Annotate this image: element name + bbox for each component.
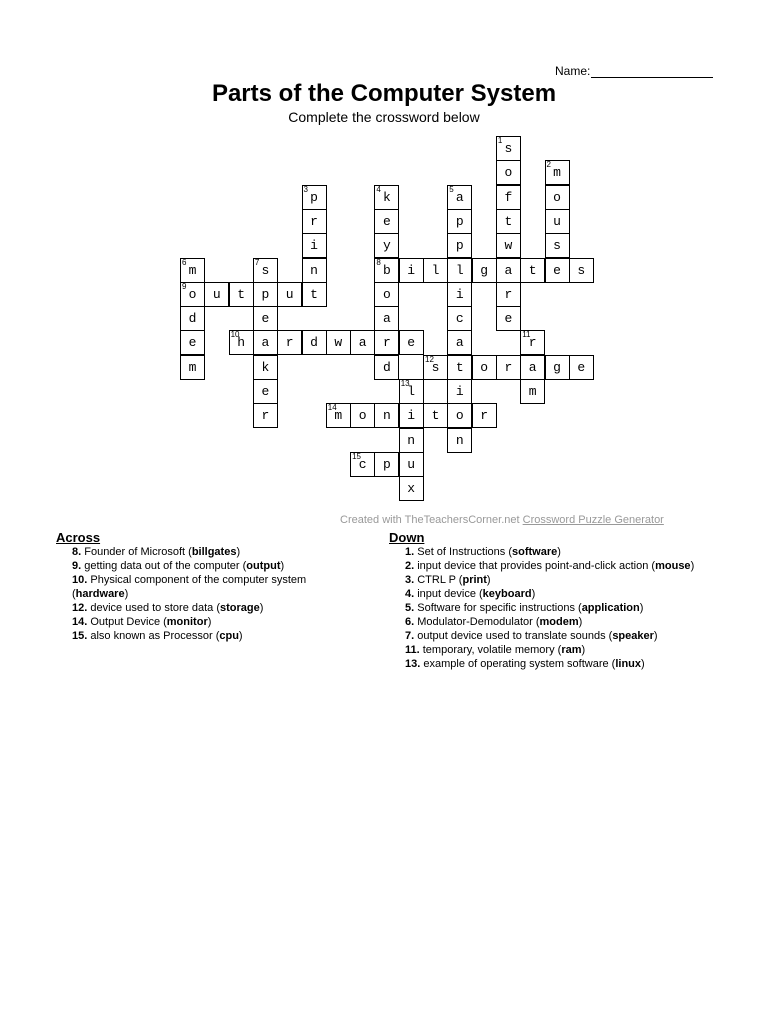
grid-cell[interactable] [253, 330, 278, 355]
cell-letter: x [407, 481, 416, 497]
clue-answer: software [512, 546, 558, 558]
cell-letter: u [553, 213, 561, 229]
cell-letter: a [455, 335, 464, 351]
cell-letter: r [528, 335, 537, 351]
cell-letter: e [407, 335, 416, 351]
cell-letter: r [480, 408, 488, 424]
clue-number: 1. [405, 546, 418, 558]
cell-letter: a [528, 359, 537, 375]
grid-cell[interactable] [374, 233, 399, 258]
clue-close: ) [238, 630, 243, 642]
cell-letter: s [577, 262, 586, 278]
cell-number: 8 [376, 257, 381, 267]
cell-letter: o [504, 165, 513, 181]
cell-letter: g [553, 359, 561, 375]
clue-text: also known as Processor ( [90, 630, 220, 642]
cell-letter: o [480, 359, 488, 375]
grid-cell[interactable] [180, 282, 205, 307]
clue-number: 14. [72, 616, 91, 628]
cell-letter: i [310, 238, 318, 254]
cell-number: 11 [522, 330, 531, 340]
cell-letter: f [504, 189, 513, 205]
grid-cell[interactable] [399, 330, 424, 355]
cell-letter: m [553, 165, 561, 181]
grid-cell[interactable] [302, 282, 327, 307]
cell-letter: t [310, 286, 318, 302]
across-clues [56, 530, 356, 643]
clue-item [389, 573, 709, 587]
grid-cell[interactable] [447, 403, 472, 428]
cell-letter: m [188, 359, 197, 375]
credit-text: Created with TheTeachersCorner.net [340, 514, 523, 526]
grid-cell[interactable] [180, 306, 205, 331]
grid-cell[interactable] [545, 185, 570, 210]
cell-letter: o [382, 286, 391, 302]
clue-number: 7. [405, 630, 418, 642]
grid-cell[interactable] [447, 209, 472, 234]
grid-cell[interactable] [447, 428, 472, 453]
cell-letter: o [455, 408, 464, 424]
cell-letter: n [455, 432, 464, 448]
grid-cell[interactable] [374, 185, 399, 210]
grid-cell[interactable] [302, 185, 327, 210]
grid-cell[interactable] [277, 330, 302, 355]
grid-cell[interactable] [496, 306, 521, 331]
grid-cell[interactable] [302, 209, 327, 234]
cell-letter: l [455, 262, 464, 278]
grid-cell[interactable] [374, 282, 399, 307]
clue-close: ) [124, 588, 129, 600]
grid-cell[interactable] [350, 452, 375, 477]
clue-answer: hardware [75, 588, 125, 600]
grid-cell[interactable] [374, 330, 399, 355]
grid-cell[interactable] [447, 233, 472, 258]
cell-number: 10 [230, 330, 240, 340]
clue-item [389, 643, 709, 657]
cell-letter: l [407, 384, 416, 399]
grid-cell[interactable] [253, 403, 278, 428]
clue-close: ) [531, 588, 536, 600]
clue-item [389, 545, 709, 559]
cell-number: 13 [400, 379, 410, 388]
cell-letter: d [310, 335, 318, 351]
cell-number: 14 [327, 403, 337, 413]
clue-number: 8. [72, 546, 85, 558]
grid-cell[interactable] [569, 355, 594, 380]
cell-letter: m [334, 408, 343, 424]
cell-letter: p [455, 213, 464, 229]
cell-letter: e [553, 262, 561, 278]
cell-letter: m [528, 384, 537, 399]
cell-letter: d [382, 359, 391, 375]
clue-item [389, 629, 709, 643]
cell-letter: r [285, 335, 294, 351]
cell-letter: t [528, 262, 537, 278]
clue-item [56, 545, 356, 559]
grid-cell[interactable] [204, 282, 229, 307]
cell-letter: s [261, 262, 270, 278]
grid-cell[interactable] [180, 330, 205, 355]
grid-cell[interactable] [374, 209, 399, 234]
clue-text: CTRL P ( [417, 574, 463, 586]
cell-number: 12 [425, 354, 434, 364]
cell-letter: c [455, 311, 464, 327]
clue-answer: linux [615, 658, 642, 670]
cell-letter: e [504, 311, 513, 327]
clue-item [56, 629, 356, 643]
grid-cell[interactable] [180, 258, 205, 283]
grid-cell[interactable] [569, 258, 594, 283]
cell-letter: t [431, 408, 440, 424]
cell-letter: s [431, 359, 440, 375]
clue-close: ) [236, 546, 241, 558]
clue-number: 15. [72, 630, 91, 642]
cell-number: 15 [352, 451, 361, 461]
cell-number: 7 [254, 257, 260, 267]
grid-cell[interactable] [253, 306, 278, 331]
cell-letter: i [407, 408, 416, 424]
clue-text: output device used to translate sounds ( [417, 630, 613, 642]
clue-text: device used to store data ( [90, 602, 220, 614]
clue-answer: keyboard [482, 588, 532, 600]
grid-cell[interactable] [374, 258, 399, 283]
cell-letter: m [188, 262, 197, 278]
grid-cell[interactable] [545, 355, 570, 380]
grid-cell[interactable] [447, 379, 472, 404]
grid-cell[interactable] [520, 258, 545, 283]
cell-letter: n [310, 262, 318, 278]
clue-item [389, 601, 709, 615]
clue-text: temporary, volatile memory ( [422, 644, 562, 656]
clue-number: 5. [405, 602, 418, 614]
clue-close: ) [581, 644, 586, 656]
cell-letter: a [382, 311, 391, 327]
grid-cell[interactable] [447, 185, 472, 210]
clue-close: ) [557, 546, 561, 558]
cell-letter: u [212, 286, 221, 302]
grid-cell[interactable] [374, 306, 399, 331]
grid-cell[interactable] [374, 403, 399, 428]
clue-answer: modem [539, 616, 579, 628]
clue-item [56, 559, 356, 573]
clue-number: 6. [405, 616, 418, 628]
cell-letter: a [261, 335, 270, 351]
grid-cell[interactable] [399, 258, 424, 283]
cell-letter: p [382, 456, 391, 472]
grid-cell[interactable] [447, 282, 472, 307]
clue-text: Founder of Microsoft ( [84, 546, 192, 558]
grid-cell[interactable] [447, 258, 472, 283]
clue-answer: application [581, 602, 640, 614]
cell-letter: n [382, 408, 391, 424]
grid-cell[interactable] [447, 355, 472, 380]
cell-letter: p [310, 189, 318, 205]
clue-answer: speaker [612, 630, 654, 642]
page-title: Parts of the Computer System [211, 80, 557, 107]
clue-text: Software for specific instructions ( [417, 602, 582, 614]
grid-cell[interactable] [374, 452, 399, 477]
clue-number: 2. [405, 560, 418, 572]
grid-cell[interactable] [350, 330, 375, 355]
clue-text: getting data out of the computer ( [84, 560, 247, 572]
clue-text: example of operating system software ( [423, 658, 616, 670]
credit-line [340, 514, 664, 526]
grid-cell[interactable] [472, 258, 497, 283]
grid-cell[interactable] [472, 355, 497, 380]
grid-cell[interactable] [253, 379, 278, 404]
clue-answer: mouse [655, 560, 691, 572]
grid-cell[interactable] [423, 258, 448, 283]
cell-letter: p [261, 286, 270, 302]
generator-link[interactable]: Crossword Puzzle Generator [522, 514, 664, 526]
grid-cell[interactable] [496, 233, 521, 258]
cell-letter: h [237, 335, 245, 351]
clue-close: ) [207, 616, 212, 628]
cell-letter: l [431, 262, 440, 278]
cell-number: 1 [497, 136, 503, 145]
grid-cell[interactable] [496, 160, 521, 185]
grid-cell[interactable] [399, 379, 424, 404]
grid-cell[interactable] [399, 403, 424, 428]
grid-cell[interactable] [399, 452, 424, 477]
cell-letter: r [310, 213, 318, 229]
cell-letter: r [261, 408, 270, 424]
clue-number: 13. [405, 658, 424, 670]
cell-letter: t [504, 213, 513, 229]
grid-cell[interactable] [180, 355, 205, 380]
cell-letter: r [382, 335, 391, 351]
cell-letter: u [407, 456, 416, 472]
grid-cell[interactable] [374, 355, 399, 380]
grid-cell[interactable] [545, 160, 570, 185]
grid-cell[interactable] [253, 282, 278, 307]
cell-letter: n [407, 432, 416, 448]
grid-cell[interactable] [229, 282, 254, 307]
cell-letter: w [334, 335, 343, 351]
cell-letter: e [261, 384, 270, 399]
cell-letter: k [382, 189, 391, 205]
name-label: Name: [555, 64, 591, 78]
clue-item [56, 601, 356, 615]
cell-number: 6 [182, 257, 187, 267]
clue-answer: output [246, 560, 281, 572]
clue-item [389, 587, 709, 601]
grid-cell[interactable] [253, 355, 278, 380]
cell-letter: r [504, 359, 513, 375]
clue-number: 10. [72, 574, 91, 586]
clue-item [389, 559, 709, 573]
cell-letter: t [237, 286, 245, 302]
cell-letter: t [455, 359, 464, 375]
grid-cell[interactable] [277, 282, 302, 307]
cell-letter: a [358, 335, 367, 351]
grid-cell[interactable] [423, 355, 448, 380]
down-list [389, 545, 709, 671]
grid-cell[interactable] [302, 233, 327, 258]
clue-item [56, 615, 356, 629]
clue-answer: cpu [219, 630, 239, 642]
cell-letter: a [455, 189, 464, 205]
grid-cell[interactable] [520, 330, 545, 355]
down-heading: Down [389, 530, 425, 545]
grid-cell[interactable] [399, 476, 424, 501]
clue-text: Modulator-Demodulator ( [417, 616, 540, 628]
clue-close: ) [259, 602, 264, 614]
grid-cell[interactable] [447, 330, 472, 355]
cell-letter: c [358, 456, 367, 472]
grid-cell[interactable] [447, 306, 472, 331]
clue-close: ) [280, 560, 285, 572]
grid-cell[interactable] [496, 209, 521, 234]
clue-answer: monitor [166, 616, 208, 628]
grid-cell[interactable] [350, 403, 375, 428]
cell-number: 4 [376, 184, 381, 194]
cell-letter: r [504, 286, 513, 302]
cell-letter: e [261, 311, 270, 327]
clue-close: ) [578, 616, 583, 628]
cell-letter: w [504, 238, 513, 254]
clue-number: 9. [72, 560, 85, 572]
grid-cell[interactable] [520, 355, 545, 380]
grid-cell[interactable] [472, 403, 497, 428]
grid-cell[interactable] [545, 209, 570, 234]
grid-cell[interactable] [496, 282, 521, 307]
across-list [56, 545, 356, 643]
grid-cell[interactable] [326, 403, 351, 428]
clue-answer: print [462, 574, 487, 586]
grid-cell[interactable] [545, 258, 570, 283]
cell-letter: e [188, 335, 197, 351]
grid-cell[interactable] [496, 185, 521, 210]
clue-text: Set of Instructions ( [417, 546, 512, 558]
clue-text: Output Device ( [90, 616, 167, 628]
clue-item [389, 615, 709, 629]
clue-close: ) [641, 658, 645, 670]
clue-item [56, 573, 356, 601]
cell-letter: a [504, 262, 513, 278]
cell-number: 2 [546, 160, 551, 170]
cell-letter: k [261, 359, 270, 375]
clue-number: 12. [72, 602, 91, 614]
grid-cell[interactable] [423, 403, 448, 428]
grid-cell[interactable] [326, 330, 351, 355]
clue-answer: billgates [191, 546, 237, 558]
cell-letter: o [188, 286, 197, 302]
clue-text: input device that provides point-and-click action ( [417, 560, 656, 572]
clue-answer: ram [561, 644, 582, 656]
cell-letter: i [455, 286, 464, 302]
cell-letter: o [358, 408, 367, 424]
cell-letter: e [577, 359, 586, 375]
cell-letter: d [188, 311, 197, 327]
clue-text: input device ( [417, 588, 483, 600]
cell-number: 3 [303, 184, 308, 194]
cell-letter: s [553, 238, 561, 254]
cell-letter: s [504, 141, 513, 156]
cell-letter: o [553, 189, 561, 205]
cell-letter: p [455, 238, 464, 254]
cell-letter: e [382, 213, 391, 229]
cell-letter: b [382, 262, 391, 278]
grid-cell[interactable] [399, 428, 424, 453]
clue-close: ) [653, 630, 658, 642]
down-clues [389, 530, 709, 671]
clue-text: Physical component of the computer system ( [72, 574, 307, 600]
grid-cell[interactable] [253, 258, 278, 283]
clue-answer: storage [220, 602, 260, 614]
grid-cell[interactable] [545, 233, 570, 258]
cell-letter: y [382, 238, 391, 254]
grid-cell[interactable] [302, 330, 327, 355]
grid-cell[interactable] [496, 355, 521, 380]
clue-number: 4. [405, 588, 418, 600]
cell-letter: i [407, 262, 416, 278]
clue-close: ) [690, 560, 695, 572]
grid-cell[interactable] [496, 258, 521, 283]
cell-letter: u [285, 286, 294, 302]
clue-number: 11. [405, 644, 423, 656]
grid-cell[interactable] [302, 258, 327, 283]
cell-number: 9 [182, 281, 187, 291]
clue-close: ) [486, 574, 491, 586]
clue-item [389, 657, 709, 671]
clue-close: ) [639, 602, 644, 614]
page-subtitle: Complete the crossword below [288, 109, 480, 125]
across-heading: Across [56, 530, 101, 545]
cell-letter: i [455, 384, 464, 399]
cell-letter: g [480, 262, 488, 278]
grid-cell[interactable] [496, 136, 521, 161]
clue-number: 3. [405, 574, 418, 586]
grid-cell[interactable] [520, 379, 545, 404]
grid-cell[interactable] [229, 330, 254, 355]
cell-number: 5 [449, 184, 454, 194]
